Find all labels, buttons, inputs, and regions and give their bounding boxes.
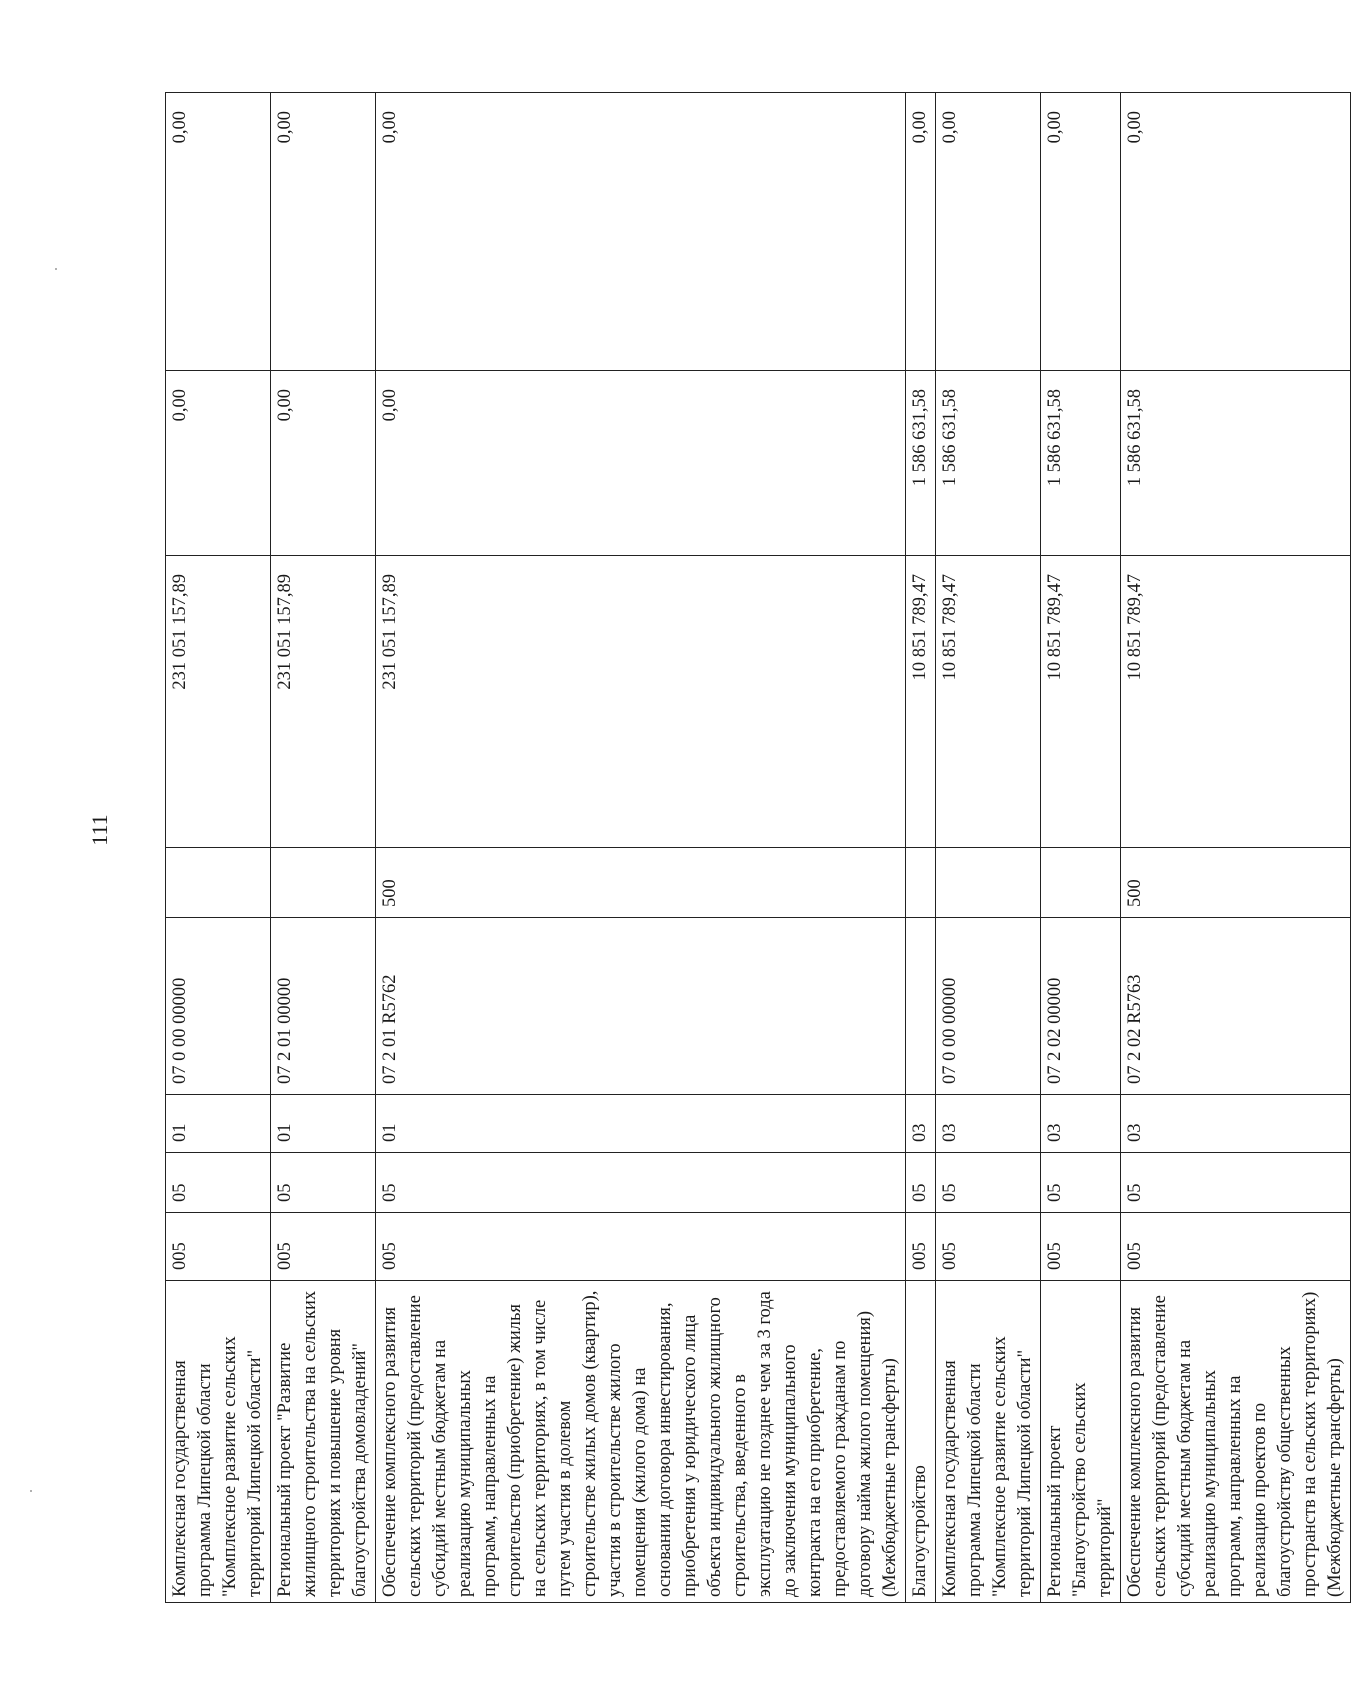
admin-code: 005 [376,1213,906,1281]
admin-code: 005 [906,1213,936,1281]
expense-type [271,848,376,918]
budget-table [165,92,1351,1603]
target-article: 07 2 01 R5762 [376,918,906,1095]
row-name: Региональный проект "Благоустройство сельских территорий" [1041,1281,1121,1603]
subsection-code: 01 [166,1095,271,1153]
amount-1: 10 851 789,47 [1121,556,1351,848]
amount-1: 10 851 789,47 [906,556,936,848]
amount-3: 0,00 [376,93,906,371]
row-name: Комплексная государственная программа Липецкой области "Комплексное развитие сельских территорий Липецкой области" [936,1281,1041,1603]
section-code: 05 [936,1153,1041,1213]
table-row [271,93,376,1603]
admin-code: 005 [936,1213,1041,1281]
target-article [906,918,936,1095]
target-article: 07 0 00 00000 [166,918,271,1095]
table-row [936,93,1041,1603]
subsection-code: 03 [1121,1095,1351,1153]
rotated-table-container [165,93,1345,1603]
scan-speck [55,268,57,270]
row-name: Благоустройство [906,1281,936,1603]
expense-type [906,848,936,918]
amount-2: 1 586 631,58 [1041,371,1121,556]
amount-1: 231 051 157,89 [166,556,271,848]
scan-speck [30,1490,32,1492]
amount-1: 10 851 789,47 [1041,556,1121,848]
amount-3: 0,00 [166,93,271,371]
amount-2: 0,00 [271,371,376,556]
expense-type: 500 [1121,848,1351,918]
target-article: 07 2 02 R5763 [1121,918,1351,1095]
target-article: 07 0 00 00000 [936,918,1041,1095]
row-name: Комплексная государственная программа Липецкой области "Комплексное развитие сельских территорий Липецкой области" [166,1281,271,1603]
expense-type: 500 [376,848,906,918]
target-article: 07 2 02 00000 [1041,918,1121,1095]
admin-code: 005 [166,1213,271,1281]
section-code: 05 [906,1153,936,1213]
row-name: Обеспечение комплексного развития сельских территорий (предоставление субсидий местным бюджетам на реализацию муниципальных программ, направленных на реализацию проектов по благоустройству общественных пространств на сельских территориях) (Межбюджетные трансферты) [1121,1281,1351,1603]
amount-1: 231 051 157,89 [271,556,376,848]
subsection-code: 01 [271,1095,376,1153]
amount-2: 0,00 [376,371,906,556]
amount-1: 231 051 157,89 [376,556,906,848]
subsection-code: 03 [1041,1095,1121,1153]
amount-2: 0,00 [166,371,271,556]
amount-2: 1 586 631,58 [936,371,1041,556]
amount-3: 0,00 [936,93,1041,371]
section-code: 05 [271,1153,376,1213]
amount-3: 0,00 [906,93,936,371]
table-row [906,93,936,1603]
section-code: 05 [376,1153,906,1213]
expense-type [1041,848,1121,918]
admin-code: 005 [271,1213,376,1281]
admin-code: 005 [1121,1213,1351,1281]
row-name: Обеспечение комплексного развития сельских территорий (предоставление субсидий местным бюджетам на реализацию муниципальных программ, направленных на строительство (приобретение) жилья на сельских территориях, в том числе путем участия в долевом строительстве жилых домов (квартир), участия в строительстве жилого помещения (жилого дома) на основании договора инвестирования, приобретения у юридического лица объекта индивидуального жилищного строительства, введенного в эксплуатацию не позднее чем за 3 года до заключения муниципального контракта на его приобретение, предоставляемого гражданам по договору найма жилого помещения) (Межбюджетные трансферты) [376,1281,906,1603]
table-row [1121,93,1351,1603]
table-body [166,93,1351,1603]
subsection-code: 01 [376,1095,906,1153]
table-row [376,93,906,1603]
section-code: 05 [166,1153,271,1213]
section-code: 05 [1041,1153,1121,1213]
expense-type [936,848,1041,918]
row-name: Региональный проект "Развитие жилищного строительства на сельских территориях и повышение уровня благоустройства домовладений" [271,1281,376,1603]
table-row [1041,93,1121,1603]
page-number: 111 [87,814,112,846]
table-row [166,93,271,1603]
amount-3: 0,00 [1041,93,1121,371]
amount-2: 1 586 631,58 [1121,371,1351,556]
amount-1: 10 851 789,47 [936,556,1041,848]
amount-3: 0,00 [1121,93,1351,371]
section-code: 05 [1121,1153,1351,1213]
expense-type [166,848,271,918]
amount-3: 0,00 [271,93,376,371]
amount-2: 1 586 631,58 [906,371,936,556]
target-article: 07 2 01 00000 [271,918,376,1095]
admin-code: 005 [1041,1213,1121,1281]
subsection-code: 03 [936,1095,1041,1153]
subsection-code: 03 [906,1095,936,1153]
